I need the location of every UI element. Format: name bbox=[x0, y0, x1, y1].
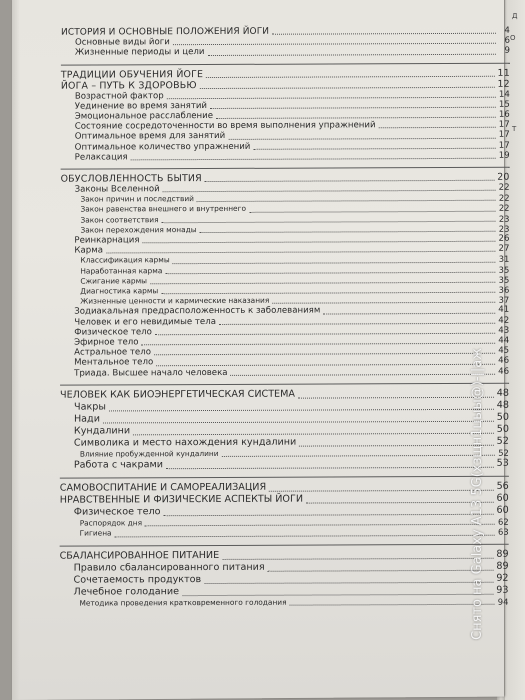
toc-page-number: 15 bbox=[498, 99, 510, 110]
toc-page-number: 89 bbox=[496, 560, 509, 572]
dot-leader bbox=[206, 74, 494, 77]
toc-entry-title: Эмоциональное расслабление bbox=[74, 111, 214, 122]
section-divider bbox=[60, 476, 509, 479]
toc-page-number: 46 bbox=[498, 366, 510, 377]
dot-leader bbox=[167, 96, 496, 99]
dot-leader bbox=[143, 240, 496, 244]
dot-leader bbox=[299, 444, 493, 447]
section-divider bbox=[61, 167, 510, 170]
dot-leader bbox=[272, 301, 495, 304]
toc-entry-title: Сочетаемость продуктов bbox=[73, 573, 202, 586]
toc-entry-title: Кундалини bbox=[73, 425, 131, 437]
dot-leader bbox=[323, 311, 495, 314]
toc-page-number: 41 bbox=[498, 305, 510, 316]
toc-entry-title: Гигиена bbox=[79, 528, 112, 538]
toc-entry bbox=[59, 596, 508, 608]
toc-entry-title: Нади bbox=[73, 413, 100, 425]
edge-fragment: Т bbox=[512, 125, 517, 133]
toc-entry-title: ЧЕЛОВЕК КАК БИОЭНЕРГЕТИЧЕСКАЯ СИСТЕМА bbox=[60, 388, 295, 401]
dot-leader bbox=[197, 199, 496, 202]
toc-page-number: 27 bbox=[498, 243, 510, 254]
toc-entry-title: Чакры bbox=[73, 401, 106, 413]
toc-page-number: 11 bbox=[497, 67, 510, 79]
dot-leader bbox=[173, 42, 496, 45]
toc-entry bbox=[60, 366, 509, 378]
dot-leader bbox=[222, 556, 493, 559]
toc-page-number: 92 bbox=[496, 572, 509, 584]
toc-entry-title: Реинкарнация bbox=[74, 235, 140, 246]
toc-entry-title: Оптимальное количество упражнений bbox=[74, 141, 251, 153]
toc-entry-title: Правило сбалансированного питания bbox=[73, 561, 265, 574]
toc-page-number: 23 bbox=[498, 213, 510, 224]
toc-entry-title: Астральное тело bbox=[74, 347, 151, 358]
toc-page-number: 60 bbox=[496, 504, 509, 516]
toc-page-number: 53 bbox=[496, 457, 509, 469]
toc-page-number: 22 bbox=[498, 203, 510, 214]
toc-page-number: 52 bbox=[498, 447, 509, 458]
dot-leader bbox=[164, 513, 494, 516]
edge-fragment: О bbox=[510, 34, 516, 42]
dot-leader bbox=[228, 136, 495, 139]
dot-leader bbox=[269, 489, 493, 492]
toc-page-number: 20 bbox=[497, 171, 510, 183]
toc-entry bbox=[61, 151, 510, 163]
dot-leader bbox=[205, 179, 494, 182]
toc-entry-title: Уединение во время занятий bbox=[74, 100, 208, 112]
dot-leader bbox=[200, 85, 495, 88]
toc-page-number: 36 bbox=[498, 284, 510, 295]
dot-leader bbox=[216, 116, 496, 119]
toc-page-number: 93 bbox=[496, 584, 509, 596]
toc-entry-title: Методика проведения кратковременного голодания bbox=[79, 597, 287, 608]
dot-leader bbox=[154, 352, 495, 355]
dot-leader bbox=[103, 420, 494, 424]
dot-leader bbox=[379, 126, 496, 129]
dot-leader bbox=[204, 580, 493, 583]
toc-entry-title: Основные виды йоги bbox=[74, 37, 170, 48]
dot-leader bbox=[165, 271, 495, 274]
toc-entry-title: ЙОГА – ПУТЬ К ЗДОРОВЬЮ bbox=[60, 79, 197, 92]
toc-entry-title: Диагностика кармы bbox=[80, 286, 159, 296]
toc-page-number: 17 bbox=[498, 140, 510, 151]
toc-page-number: 44 bbox=[498, 335, 510, 346]
dot-leader bbox=[115, 533, 495, 537]
section-divider bbox=[60, 383, 509, 386]
toc-entry-title: ОБУСЛОВЛЕННОСТЬ БЫТИЯ bbox=[60, 173, 202, 185]
toc-entry-title: Закон равенства внешнего и внутреннего bbox=[80, 204, 247, 215]
toc-entry-title: Состояние сосредоточенности во время выполнения упражнений bbox=[74, 120, 376, 132]
toc-page-number: 4 bbox=[504, 25, 510, 36]
toc-entry-title: Ментальное тело bbox=[74, 357, 154, 369]
dot-leader bbox=[210, 106, 496, 109]
toc-entry-title: Влияние пробужденной кундалини bbox=[79, 448, 219, 459]
dot-leader bbox=[163, 189, 496, 192]
dot-leader bbox=[145, 523, 495, 527]
toc-page-number: 23 bbox=[498, 223, 510, 234]
toc-entry-title: НРАВСТВЕННЫЕ И ФИЗИЧЕСКИЕ АСПЕКТЫ ЙОГИ bbox=[59, 493, 304, 506]
toc-page-number: 37 bbox=[498, 294, 510, 306]
toc-page-number: 6 bbox=[504, 35, 510, 46]
dot-leader bbox=[131, 157, 496, 161]
toc-page-number: 17 bbox=[498, 119, 510, 130]
toc-entry-title: САМОВОСПИТАНИЕ И САМОРЕАЛИЗАЦИЯ bbox=[59, 481, 267, 494]
dot-leader bbox=[219, 322, 495, 325]
toc-entry bbox=[60, 458, 509, 472]
toc-entry bbox=[60, 527, 509, 539]
toc-page-number: 94 bbox=[497, 596, 509, 607]
dot-leader bbox=[207, 52, 495, 55]
dot-leader bbox=[166, 466, 494, 469]
section-divider bbox=[60, 543, 509, 546]
dot-leader bbox=[222, 454, 495, 457]
toc-entry-title: СБАЛАНСИРОВАННОЕ ПИТАНИЕ bbox=[59, 549, 220, 562]
toc-page-number: 45 bbox=[498, 345, 510, 357]
toc-entry-title: Закон перехождения монады bbox=[80, 224, 197, 235]
dot-leader bbox=[231, 373, 496, 376]
toc-entry-title: Жизненные ценности и кармические наказания bbox=[80, 296, 270, 306]
toc-entry-title: Работа с чакрами bbox=[73, 459, 163, 471]
toc-entry-title: Оптимальное время для занятий bbox=[74, 131, 226, 143]
toc-page-number: 31 bbox=[498, 254, 510, 265]
toc-entry-title: Символика и место нахождения кундалини bbox=[73, 436, 297, 449]
toc-entry-title: Лечебное голодание bbox=[73, 585, 180, 598]
table-of-contents-page bbox=[12, 0, 510, 700]
toc-entry-title: Зодиакальная предрасположенность к заболеваниям bbox=[74, 305, 321, 318]
toc-entry-title: Физическое тело bbox=[74, 327, 152, 338]
toc-entry-title: Наработанная карма bbox=[80, 265, 163, 276]
toc-page-number: 43 bbox=[498, 325, 510, 336]
toc-page-number: 22 bbox=[498, 192, 510, 203]
toc-entry-title: Распорядок дня bbox=[79, 518, 143, 528]
toc-entry-title: Карма bbox=[74, 245, 104, 256]
toc-page-number: 60 bbox=[496, 492, 509, 504]
dot-leader bbox=[155, 332, 495, 335]
section-divider bbox=[61, 62, 510, 65]
dot-leader bbox=[109, 408, 494, 412]
dot-leader bbox=[306, 501, 494, 504]
toc-page-number: 35 bbox=[498, 264, 510, 275]
toc-page-number: 89 bbox=[496, 548, 509, 560]
dot-leader bbox=[133, 432, 494, 436]
toc-entry-title: Закон соответствия bbox=[80, 214, 159, 225]
toc-entry-title: Законы Вселенной bbox=[74, 184, 160, 195]
toc-page-number: 63 bbox=[497, 527, 509, 538]
toc-page-number: 35 bbox=[498, 274, 510, 285]
toc-entry-title: Человек и его невидимые тела bbox=[74, 316, 216, 328]
toc-page-number: 50 bbox=[496, 411, 509, 423]
dot-leader bbox=[182, 592, 493, 595]
toc-entry-title: Триада. Высшее начало человека bbox=[74, 367, 228, 379]
toc-entry bbox=[61, 46, 510, 58]
dot-leader bbox=[272, 32, 496, 35]
toc-page-number: 48 bbox=[496, 399, 510, 411]
dot-leader bbox=[253, 147, 495, 150]
dot-leader bbox=[200, 230, 496, 233]
toc-page-number: 19 bbox=[498, 150, 510, 161]
toc-entry-title: Эфирное тело bbox=[74, 337, 139, 348]
toc-page-number: 26 bbox=[498, 233, 510, 244]
toc-entry-title: Физическое тело bbox=[73, 506, 161, 518]
dot-leader bbox=[141, 342, 495, 346]
dot-leader bbox=[162, 220, 496, 223]
toc-page-number: 9 bbox=[504, 46, 510, 57]
dot-leader bbox=[106, 250, 495, 254]
dot-leader bbox=[290, 602, 495, 605]
toc-entry-title: Сжигание кармы bbox=[80, 276, 148, 286]
toc-page-number: 42 bbox=[498, 315, 510, 326]
dot-leader bbox=[173, 260, 496, 263]
toc-page-number: 16 bbox=[498, 109, 510, 120]
toc-entry-title: Возрастной фактор bbox=[74, 90, 164, 102]
dot-leader bbox=[150, 281, 495, 285]
dot-leader bbox=[156, 362, 495, 365]
toc-entry-title: Жизненные периоды и цели bbox=[74, 47, 205, 59]
toc-page-number: 17 bbox=[498, 130, 510, 141]
toc-entry-title: Релаксация bbox=[74, 152, 128, 163]
edge-fragment: Д bbox=[512, 12, 518, 20]
dot-leader bbox=[161, 291, 495, 294]
toc-page-number: 52 bbox=[496, 435, 509, 447]
toc-page-number: 14 bbox=[498, 89, 510, 100]
toc-page-number: 62 bbox=[498, 516, 509, 527]
toc-entry-title: Закон причин и последствий bbox=[80, 194, 194, 204]
camera-watermark: Снято на Galaxy A13 5G(хзщн1цыы@)-||аж bbox=[470, 348, 485, 640]
toc-entry-title: ИСТОРИЯ И ОСНОВНЫЕ ПОЛОЖЕНИЯ ЙОГИ bbox=[60, 26, 270, 38]
table-of-contents bbox=[59, 26, 510, 609]
toc-page-number: 46 bbox=[498, 356, 510, 367]
dot-leader bbox=[268, 568, 494, 571]
toc-page-number: 12 bbox=[497, 78, 510, 90]
dot-leader bbox=[298, 396, 494, 399]
toc-page-number: 56 bbox=[496, 480, 509, 492]
toc-page-number: 50 bbox=[496, 423, 509, 435]
toc-entry-title: Классификация кармы bbox=[80, 255, 170, 266]
toc-entry-title: ТРАДИЦИИ ОБУЧЕНИЯ ЙОГЕ bbox=[60, 68, 204, 81]
toc-page-number: 22 bbox=[498, 182, 510, 193]
toc-page-number: 48 bbox=[496, 387, 510, 399]
dot-leader bbox=[249, 209, 496, 212]
